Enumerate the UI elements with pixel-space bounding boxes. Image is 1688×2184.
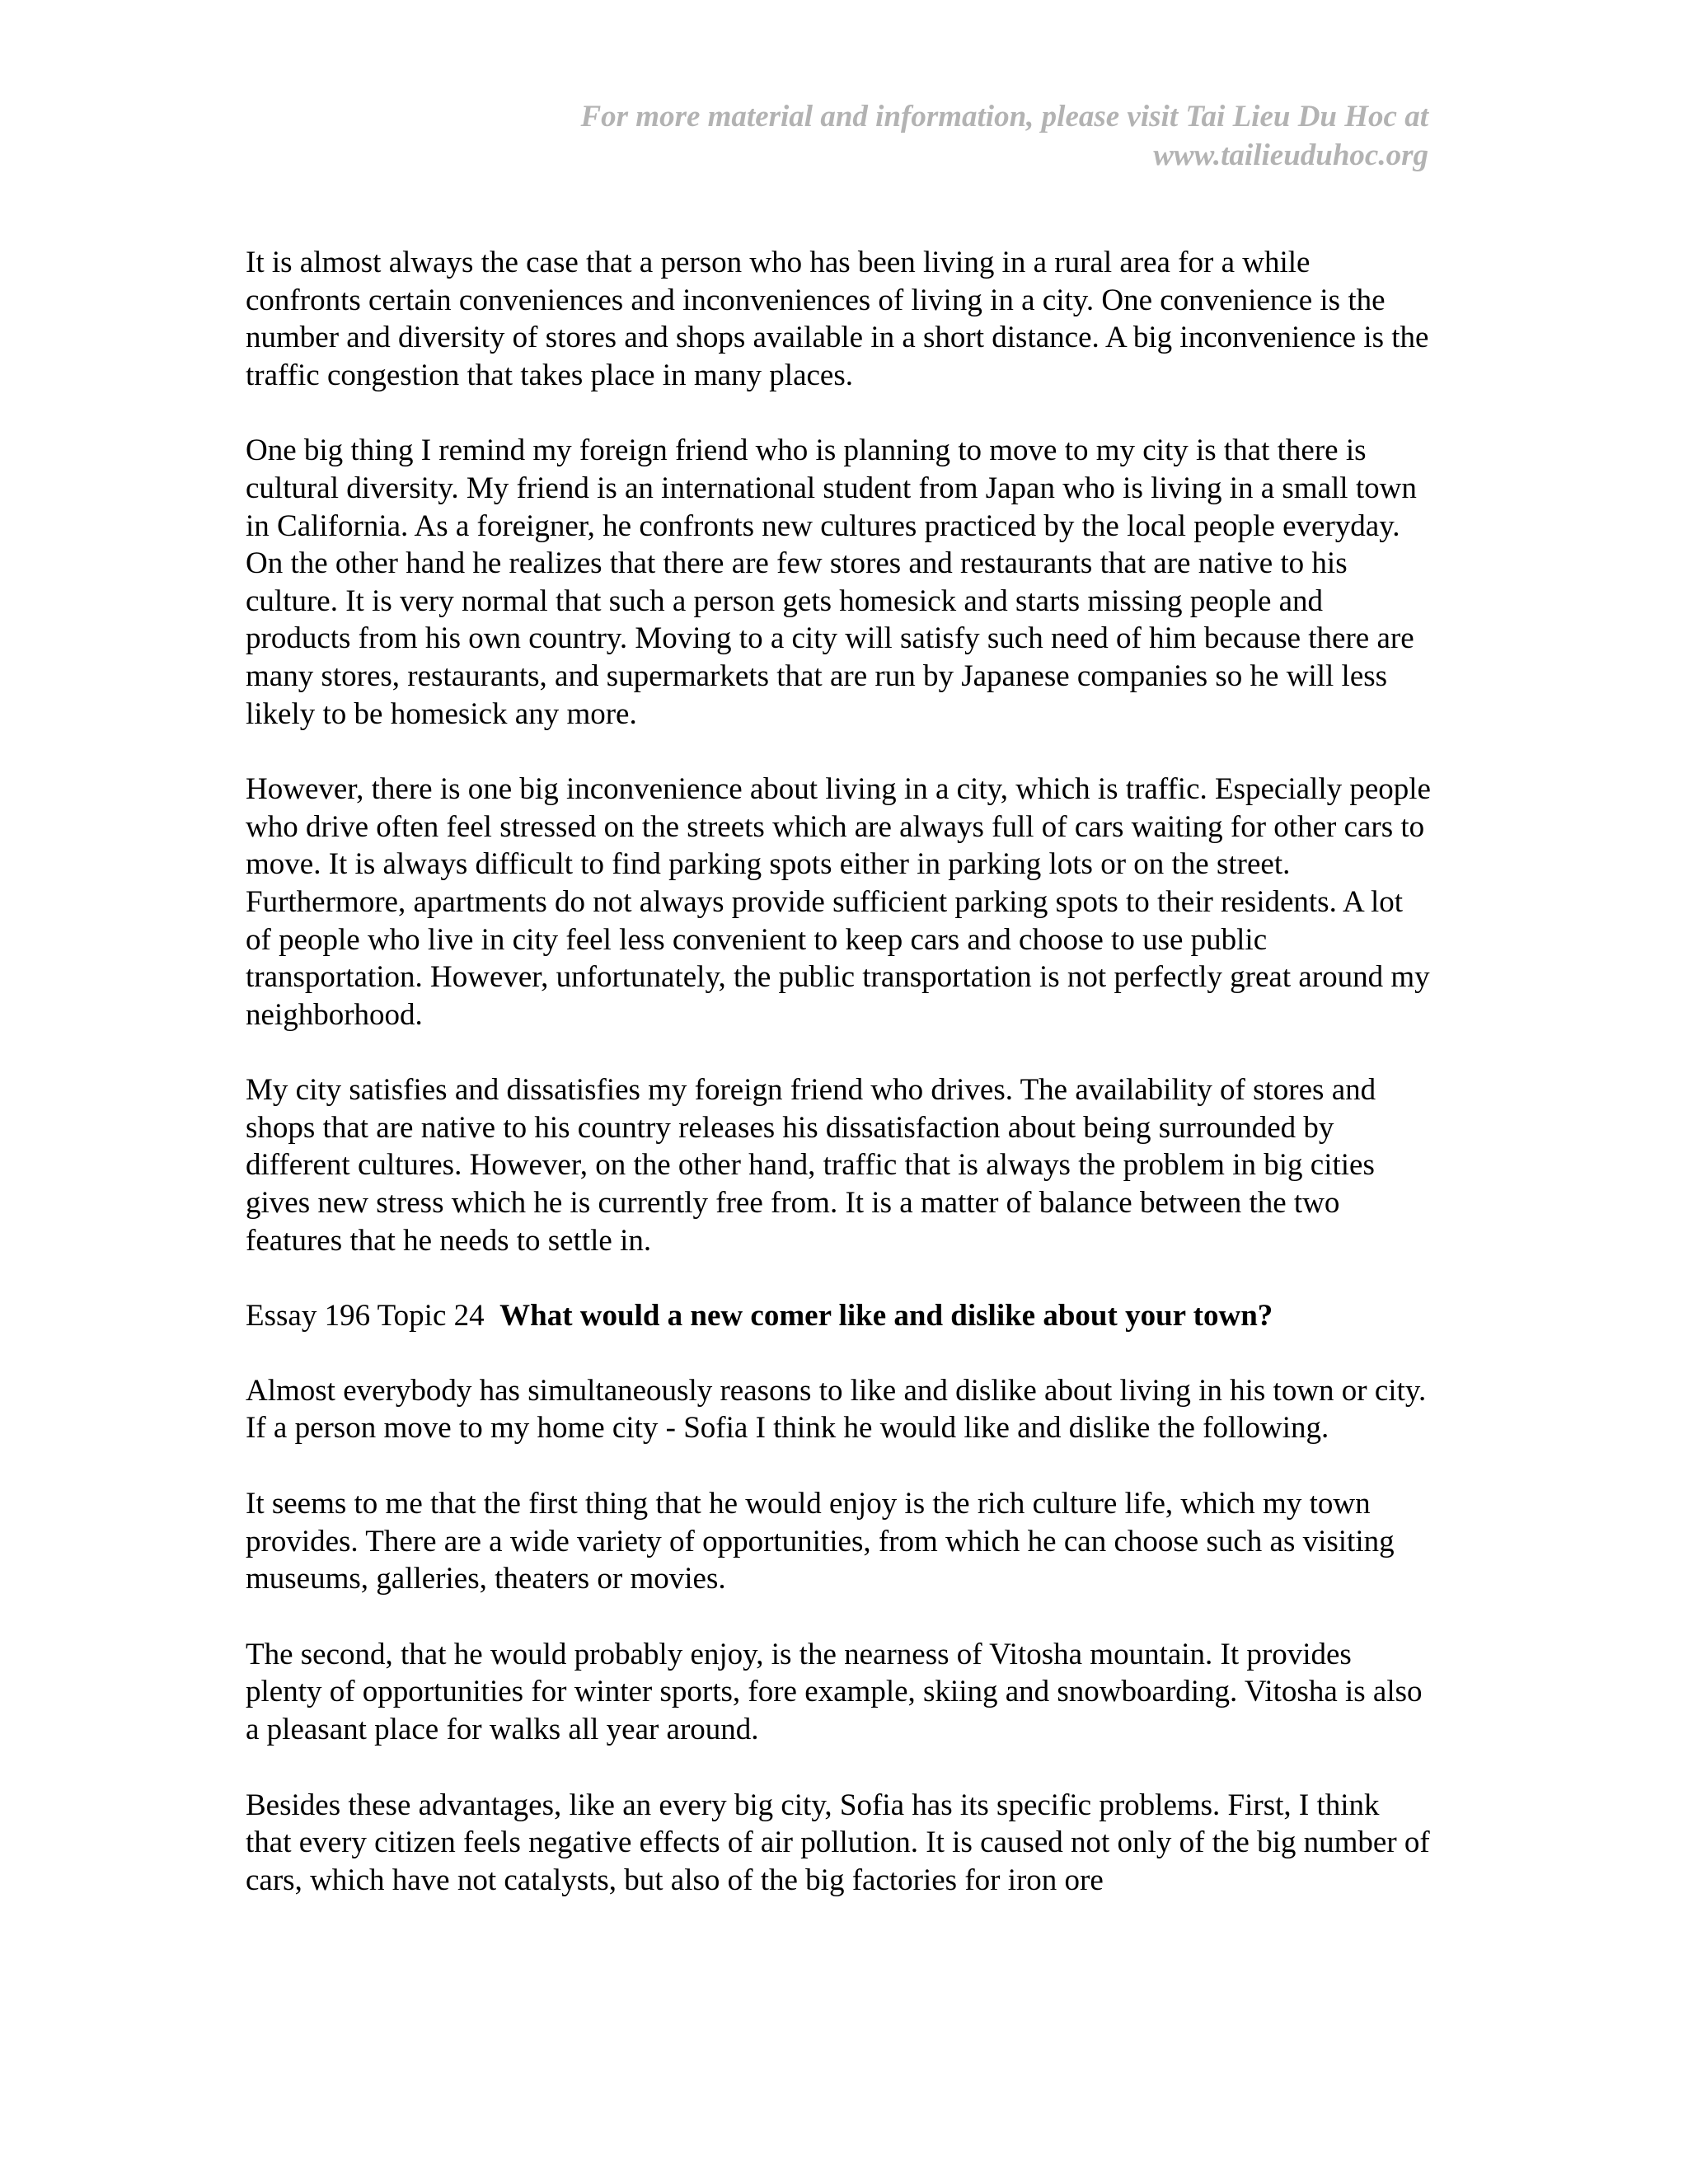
page-header (439, 97, 1428, 175)
essay-heading (246, 1297, 1432, 1335)
paragraph-intro: It is almost always the case that a person who has been living in a rural area for a while confronts certain conveniences and inconveniences of living in a city. One convenience is the number and diversity of stores and shops available in a short distance. A big inconvenience is the traffic congestion that takes place in many places. (246, 246, 1429, 392)
paragraph-cultural-diversity: One big thing I remind my foreign friend who is planning to move to my city is that there is cultural diversity. My friend is an international student from Japan who is living in a small town in California. As a foreigner, he confronts new cultures practiced by the local people everyday. On the other hand he realizes that there are few stores and restaurants that are native to his culture. It is very normal that such a person gets homesick and starts missing people and products from his own country. Moving to a city will satisfy such need of him because there are many stores, restaurants, and supermarkets that are run by Japanese companies so he will less likely to be homesick any more. (246, 434, 1417, 731)
paragraph-essay-intro: Almost everybody has simultaneously reasons to like and dislike about living in his town or city. If a person move to my home city - Sofia I think he would like and dislike the following. (246, 1373, 1427, 1446)
header-line-1: For more material and information, please visit Tai Lieu Du Hoc at (580, 100, 1428, 134)
essay-label: Essay 196 Topic 24 (246, 1299, 485, 1333)
paragraph-culture-life: It seems to me that the first thing that he would enjoy is the rich culture life, which my town provides. There are a wide variety of opportunities, from which he can choose such as visiting museums, galleries, theaters or movies. (246, 1487, 1395, 1596)
header-website-link[interactable]: www.tailieuduhoc.org (1153, 138, 1428, 172)
document-body (246, 244, 1432, 1937)
paragraph-conclusion: My city satisfies and dissatisfies my foreign friend who drives. The availability of stores and shops that are native to his country releases his dissatisfaction about being surrounded by different cultures. However, on the other hand, traffic that is always the problem in big cities gives new stress which he is currently free from. It is a matter of balance between the two features that he needs to settle in. (246, 1073, 1376, 1258)
paragraph-traffic: However, there is one big inconvenience about living in a city, which is traffic. Especially people who drive often feel stressed on the streets which are always full of cars waiting for other cars to move. It is always difficult to find parking spots either in parking lots or on the street. Furthermore, apartments do not always provide sufficient parking spots to their residents. A lot of people who live in city feel less convenient to keep cars and choose to use public transportation. However, unfortunately, the public transportation is not perfectly great around my neighborhood. (246, 772, 1431, 1032)
essay-title: What would a new comer like and dislike about your town? (499, 1299, 1273, 1333)
paragraph-problems: Besides these advantages, like an every big city, Sofia has its specific problems. First, I think that every citizen feels negative effects of air pollution. It is caused not only of the big number of cars, which have not catalysts, but also of the big factories for iron ore (246, 1788, 1430, 1897)
paragraph-vitosha: The second, that he would probably enjoy, is the nearness of Vitosha mountain. It provides plenty of opportunities for winter sports, fore example, skiing and snowboarding. Vitosha is also a pleasant place for walks all year around. (246, 1637, 1423, 1746)
